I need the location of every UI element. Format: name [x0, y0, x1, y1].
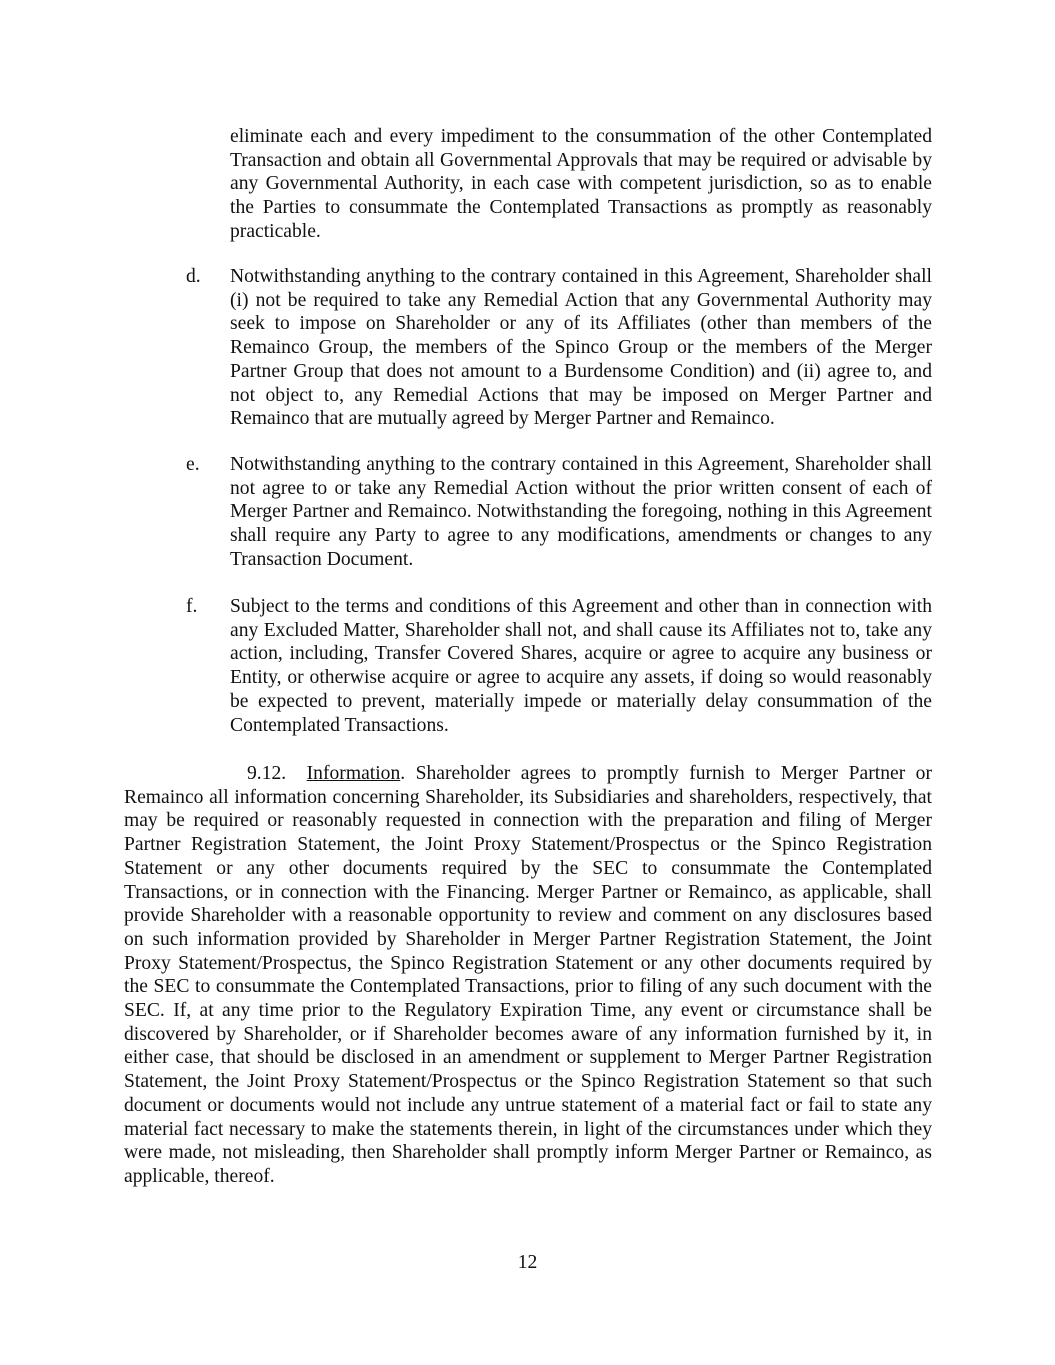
list-item-letter: e. — [186, 454, 200, 475]
section-text: . Shareholder agrees to promptly furnish to Merger Partner or Remainco all information concerning Shareholder, its Subsidiaries and shareholders, respectively, that may be required or reasonably requested in connection with the preparation and filing of Merger Partner Registration Statement, the Joint Proxy Statement/Prospectus or the Spinco Registration Statement or any other documents required by the SEC to consummate the Contemplated Transactions, or in connection with the Financing. Merger Partner or Remainco, as applicable, shall provide Shareholder with a reasonable opportunity to review and comment on any disclosures based on such information provided by Shareholder in Merger Partner Registration Statement, the Joint Proxy Statement/Prospectus, the Spinco Registration Statement or any other documents required by the SEC to consummate the Contemplated Transactions, prior to filing of any such document with the SEC. If, at any time prior to the Regulatory Expiration Time, any event or circumstance shall be discovered by Shareholder, or if Shareholder becomes aware of any information furnished by it, in either case, that should be disclosed in an amendment or supplement to Merger Partner Registration Statement, the Joint Proxy Statement/Prospectus or the Spinco Registration Statement so that such document or documents would not include any untrue statement of a material fact or fail to state any material fact necessary to make the statements therein, in light of the circumstances under which they were made, not misleading, then Shareholder shall promptly inform Merger Partner or Remainco, as applicable, thereof. — [124, 763, 933, 1187]
list-item-f — [186, 595, 932, 737]
section-9-12 — [124, 762, 932, 1189]
list-item-letter: d. — [186, 266, 201, 287]
list-item-text: Subject to the terms and conditions of this Agreement and other than in connection with any Excluded Matter, Shareholder shall not, and shall cause its Affiliates not to, take any action, including, Transfer Covered Shares, acquire or agree to acquire any business or Entity, or otherwise acquire or agree to acquire any assets, if doing so would reasonably be expected to prevent, materially impede or materially delay consummation of the Contemplated Transactions. — [230, 596, 932, 736]
list-item-e — [186, 453, 932, 572]
continuation-paragraph: eliminate each and every impediment to the consummation of the other Contemplated Transaction and obtain all Governmental Approvals that may be required or advisable by any Governmental Authority, in each case with competent jurisdiction, so as to enable the Parties to consummate the Contemplated Transactions as promptly as reasonably practicable. — [230, 126, 932, 242]
section-heading: Information — [306, 763, 401, 784]
section-paragraph — [124, 762, 932, 1189]
section-number: 9.12. — [247, 763, 287, 784]
list-item-text: Notwithstanding anything to the contrary contained in this Agreement, Shareholder shall (i) not be required to take any Remedial Action that any Governmental Authority may seek to impose on Shareholder or any of its Affiliates (other than members of the Remainco Group, the members of the Spinco Group or the members of the Merger Partner Group that does not amount to a Burdensome Condition) and (ii) agree to, and not object to, any Remedial Actions that may be imposed on Merger Partner and Remainco that are mutually agreed by Merger Partner and Remainco. — [230, 266, 932, 430]
list-item-text: Notwithstanding anything to the contrary contained in this Agreement, Shareholder shall not agree to or take any Remedial Action without the prior written consent of each of Merger Partner and Remainco. Notwithstanding the foregoing, nothing in this Agreement shall require any Party to agree to any modifications, amendments or changes to any Transaction Document. — [230, 454, 932, 570]
list-item-letter: f. — [186, 596, 198, 617]
list-item-d — [186, 265, 932, 431]
page-number: 12 — [517, 1252, 538, 1273]
